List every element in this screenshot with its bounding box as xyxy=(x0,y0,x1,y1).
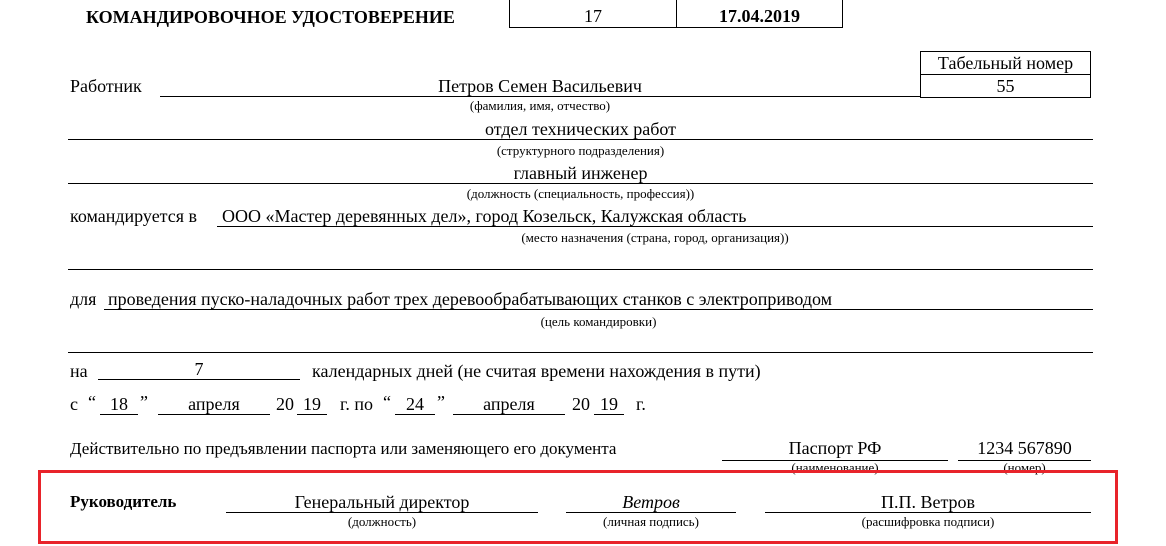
manager-signature-caption: (личная подпись) xyxy=(603,514,699,529)
destination-value: ООО «Мастер деревянных дел», город Козельск, Калужская область xyxy=(222,206,747,226)
period-from-day: 18 xyxy=(110,394,128,414)
document-title: КОМАНДИРОВОЧНОЕ УДОСТОВЕРЕНИЕ xyxy=(86,7,455,27)
period-end-suffix: г. xyxy=(636,394,646,414)
manager-position-line xyxy=(226,512,538,513)
period-from-day-line xyxy=(100,414,138,415)
purpose-line xyxy=(104,309,1093,310)
manager-decoding: П.П. Ветров xyxy=(880,492,976,512)
manager-signature: Ветров xyxy=(622,492,680,512)
period-from-close-quote: ” xyxy=(140,392,148,412)
purpose-extra-line xyxy=(68,352,1093,353)
position-line xyxy=(68,183,1093,184)
period-to-close-quote: ” xyxy=(437,392,445,412)
purpose-label: для xyxy=(70,289,97,309)
destination-caption: (место назначения (страна, город, организация)) xyxy=(521,230,789,245)
period-to-year-line xyxy=(594,414,624,415)
purpose-value: проведения пуско-наладочных работ трех деревообрабатывающих станков с электроприводом xyxy=(108,289,833,309)
department-caption: (структурного подразделения) xyxy=(496,143,665,158)
duration-prefix: на xyxy=(70,361,88,381)
manager-position: Генеральный директор xyxy=(294,492,470,512)
period-to-month-line xyxy=(453,414,565,415)
period-to-day: 24 xyxy=(406,394,424,414)
position-caption: (должность (специальность, профессия)) xyxy=(466,186,695,201)
period-from-prefix: с xyxy=(70,394,78,414)
duration-days: 7 xyxy=(194,359,204,379)
period-from-year-line xyxy=(297,414,327,415)
period-to-day-line xyxy=(395,414,435,415)
tab-number-value: 55 xyxy=(996,76,1015,96)
valid-doc-number-caption: (номер) xyxy=(1003,460,1046,475)
period-to-prefix: г. по xyxy=(340,394,373,414)
duration-suffix: календарных дней (не считая времени нахождения в пути) xyxy=(312,361,761,381)
manager-decoding-line xyxy=(765,512,1091,513)
employee-label: Работник xyxy=(70,76,142,96)
document-number: 17 xyxy=(584,6,602,26)
destination-label: командируется в xyxy=(70,206,198,226)
valid-doc-name-caption: (наименование) xyxy=(791,460,879,475)
valid-doc-number: 1234 567890 xyxy=(977,438,1072,458)
manager-label: Руководитель xyxy=(70,492,177,511)
period-to-year-prefix: 20 xyxy=(572,394,590,414)
duration-days-line xyxy=(98,379,300,380)
manager-position-caption: (должность) xyxy=(347,514,417,529)
destination-line xyxy=(217,226,1093,227)
employee-name-line xyxy=(160,96,920,97)
period-from-year-prefix: 20 xyxy=(276,394,294,414)
employee-department: отдел технических работ xyxy=(484,119,677,139)
manager-decoding-caption: (расшифровка подписи) xyxy=(861,514,995,529)
employee-position: главный инженер xyxy=(513,163,648,183)
destination-extra-line xyxy=(68,269,1093,270)
period-to-year: 19 xyxy=(600,394,618,414)
period-from-month: апреля xyxy=(188,394,240,414)
valid-doc-name: Паспорт РФ xyxy=(788,438,882,458)
employee-name: Петров Семен Васильевич xyxy=(438,76,642,96)
department-line xyxy=(68,139,1093,140)
document-date: 17.04.2019 xyxy=(719,6,800,26)
tab-number-label: Табельный номер xyxy=(937,53,1074,73)
period-from-month-line xyxy=(158,414,270,415)
period-from-open-quote: “ xyxy=(88,392,96,412)
employee-name-caption: (фамилия, имя, отчество) xyxy=(469,98,611,113)
manager-signature-line xyxy=(566,512,736,513)
period-from-year: 19 xyxy=(303,394,321,414)
period-to-month: апреля xyxy=(483,394,535,414)
period-to-open-quote: “ xyxy=(383,392,391,412)
purpose-caption: (цель командировки) xyxy=(540,314,657,329)
valid-text: Действительно по предъявлении паспорта или заменяющего его документа xyxy=(70,439,617,458)
